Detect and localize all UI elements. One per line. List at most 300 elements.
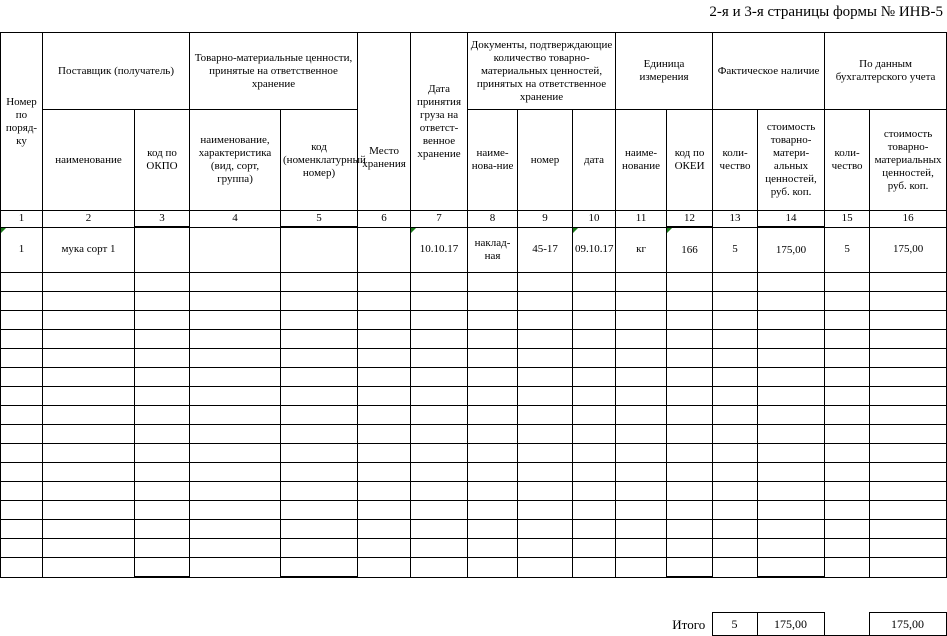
empty-cell[interactable] (411, 349, 468, 368)
empty-cell[interactable] (358, 520, 411, 539)
empty-cell[interactable] (1, 501, 43, 520)
cell-okei[interactable]: 166 (667, 227, 713, 273)
cell-place[interactable] (358, 227, 411, 273)
empty-cell[interactable] (758, 273, 825, 292)
empty-cell[interactable] (281, 311, 358, 330)
empty-cell[interactable] (1, 387, 43, 406)
empty-cell[interactable] (358, 292, 411, 311)
empty-cell[interactable] (825, 444, 870, 463)
empty-cell[interactable] (518, 292, 573, 311)
empty-cell[interactable] (468, 520, 518, 539)
empty-cell[interactable] (870, 425, 947, 444)
empty-cell[interactable] (411, 387, 468, 406)
empty-cell[interactable] (573, 349, 616, 368)
empty-cell[interactable] (518, 482, 573, 501)
empty-cell[interactable] (411, 368, 468, 387)
empty-cell[interactable] (616, 558, 667, 578)
empty-cell[interactable] (1, 311, 43, 330)
empty-cell[interactable] (135, 463, 190, 482)
empty-cell[interactable] (411, 425, 468, 444)
empty-cell[interactable] (758, 558, 825, 578)
totals-actual-qty[interactable]: 5 (712, 613, 757, 636)
empty-row (1, 368, 947, 387)
empty-cell[interactable] (358, 273, 411, 292)
empty-cell[interactable] (825, 330, 870, 349)
empty-cell[interactable] (1, 482, 43, 501)
cell-okpo[interactable] (135, 227, 190, 273)
empty-cell[interactable] (43, 330, 135, 349)
empty-cell[interactable] (281, 558, 358, 578)
empty-cell[interactable] (358, 387, 411, 406)
empty-cell[interactable] (468, 330, 518, 349)
empty-cell[interactable] (43, 539, 135, 558)
empty-cell[interactable] (135, 482, 190, 501)
empty-cell[interactable] (667, 292, 713, 311)
empty-cell[interactable] (713, 558, 758, 578)
empty-row (1, 292, 947, 311)
empty-cell[interactable] (518, 349, 573, 368)
empty-cell[interactable] (190, 387, 281, 406)
empty-cell[interactable] (43, 482, 135, 501)
empty-cell[interactable] (135, 273, 190, 292)
empty-cell[interactable] (616, 311, 667, 330)
empty-cell[interactable] (135, 520, 190, 539)
empty-cell[interactable] (616, 368, 667, 387)
empty-cell[interactable] (713, 539, 758, 558)
empty-cell[interactable] (667, 406, 713, 425)
column-number: 11 (616, 211, 667, 228)
empty-cell[interactable] (667, 368, 713, 387)
empty-cell[interactable] (573, 292, 616, 311)
empty-cell[interactable] (358, 349, 411, 368)
cell-doc-name[interactable]: наклад-ная (468, 227, 518, 273)
empty-cell[interactable] (825, 311, 870, 330)
empty-cell[interactable] (825, 349, 870, 368)
empty-cell[interactable] (468, 406, 518, 425)
empty-cell[interactable] (43, 349, 135, 368)
empty-cell[interactable] (190, 444, 281, 463)
empty-cell[interactable] (190, 425, 281, 444)
cell-doc-number[interactable]: 45-17 (518, 227, 573, 273)
empty-cell[interactable] (281, 425, 358, 444)
empty-cell[interactable] (713, 520, 758, 539)
empty-cell[interactable] (667, 463, 713, 482)
empty-cell[interactable] (870, 463, 947, 482)
empty-cell[interactable] (411, 539, 468, 558)
empty-cell[interactable] (870, 368, 947, 387)
empty-cell[interactable] (281, 368, 358, 387)
empty-cell[interactable] (358, 482, 411, 501)
empty-cell[interactable] (713, 292, 758, 311)
empty-cell[interactable] (667, 444, 713, 463)
empty-cell[interactable] (616, 482, 667, 501)
empty-cell[interactable] (135, 349, 190, 368)
cell-goods-name[interactable] (190, 227, 281, 273)
empty-cell[interactable] (468, 444, 518, 463)
empty-cell[interactable] (870, 520, 947, 539)
empty-cell[interactable] (713, 501, 758, 520)
empty-cell[interactable] (870, 292, 947, 311)
empty-cell[interactable] (667, 311, 713, 330)
empty-cell[interactable] (135, 501, 190, 520)
page-title: 2-я и 3-я страницы формы № ИНВ-5 (709, 4, 943, 20)
empty-cell[interactable] (616, 387, 667, 406)
empty-cell[interactable] (358, 444, 411, 463)
empty-cell[interactable] (870, 444, 947, 463)
empty-cell[interactable] (518, 387, 573, 406)
empty-cell[interactable] (135, 558, 190, 578)
empty-cell[interactable] (135, 406, 190, 425)
empty-cell[interactable] (190, 520, 281, 539)
header-unit-name: наиме-нование (616, 110, 667, 211)
empty-cell[interactable] (573, 482, 616, 501)
empty-cell[interactable] (43, 273, 135, 292)
empty-cell[interactable] (281, 444, 358, 463)
empty-cell[interactable] (758, 444, 825, 463)
cell-doc-date[interactable]: 09.10.17 (573, 227, 616, 273)
empty-cell[interactable] (573, 520, 616, 539)
empty-cell[interactable] (1, 330, 43, 349)
empty-cell[interactable] (190, 558, 281, 578)
empty-cell[interactable] (358, 406, 411, 425)
empty-cell[interactable] (573, 330, 616, 349)
empty-cell[interactable] (758, 330, 825, 349)
empty-cell[interactable] (1, 273, 43, 292)
empty-cell[interactable] (518, 539, 573, 558)
empty-cell[interactable] (518, 311, 573, 330)
empty-cell[interactable] (667, 330, 713, 349)
empty-cell[interactable] (411, 444, 468, 463)
empty-cell[interactable] (468, 501, 518, 520)
empty-cell[interactable] (281, 520, 358, 539)
empty-cell[interactable] (43, 463, 135, 482)
empty-cell[interactable] (573, 558, 616, 578)
empty-cell[interactable] (713, 273, 758, 292)
empty-cell[interactable] (358, 330, 411, 349)
empty-cell[interactable] (518, 558, 573, 578)
empty-cell[interactable] (468, 368, 518, 387)
empty-row (1, 425, 947, 444)
empty-cell[interactable] (870, 330, 947, 349)
empty-cell[interactable] (135, 387, 190, 406)
cell-goods-code[interactable] (281, 227, 358, 273)
empty-cell[interactable] (713, 311, 758, 330)
empty-cell[interactable] (281, 292, 358, 311)
cell-books-qty[interactable]: 5 (825, 227, 870, 273)
empty-cell[interactable] (411, 558, 468, 578)
empty-row (1, 444, 947, 463)
empty-cell[interactable] (190, 368, 281, 387)
empty-cell[interactable] (1, 444, 43, 463)
empty-cell[interactable] (667, 520, 713, 539)
empty-cell[interactable] (573, 387, 616, 406)
empty-cell[interactable] (43, 368, 135, 387)
empty-cell[interactable] (616, 292, 667, 311)
empty-cell[interactable] (190, 501, 281, 520)
empty-cell[interactable] (713, 387, 758, 406)
empty-cell[interactable] (135, 425, 190, 444)
empty-cell[interactable] (190, 330, 281, 349)
empty-cell[interactable] (411, 311, 468, 330)
empty-cell[interactable] (135, 444, 190, 463)
empty-cell[interactable] (358, 463, 411, 482)
empty-cell[interactable] (825, 406, 870, 425)
header-actual: Фактическое наличие (713, 33, 825, 110)
empty-cell[interactable] (573, 273, 616, 292)
empty-cell[interactable] (411, 482, 468, 501)
empty-cell[interactable] (825, 425, 870, 444)
header-books-cost: стоимость товарно-материальных ценностей, руб. коп. (870, 110, 947, 211)
empty-cell[interactable] (43, 406, 135, 425)
empty-cell[interactable] (468, 425, 518, 444)
empty-cell[interactable] (758, 463, 825, 482)
empty-cell[interactable] (758, 539, 825, 558)
empty-cell[interactable] (281, 273, 358, 292)
empty-cell[interactable] (358, 425, 411, 444)
empty-cell[interactable] (135, 330, 190, 349)
empty-cell[interactable] (43, 387, 135, 406)
empty-cell[interactable] (573, 406, 616, 425)
empty-cell[interactable] (281, 482, 358, 501)
empty-cell[interactable] (870, 349, 947, 368)
empty-cell[interactable] (573, 425, 616, 444)
empty-cell[interactable] (1, 406, 43, 425)
empty-cell[interactable] (616, 539, 667, 558)
empty-cell[interactable] (667, 558, 713, 578)
empty-cell[interactable] (190, 406, 281, 425)
empty-cell[interactable] (870, 501, 947, 520)
empty-cell[interactable] (43, 501, 135, 520)
empty-cell[interactable] (758, 349, 825, 368)
empty-cell[interactable] (281, 406, 358, 425)
header-supplier-okpo: код по ОКПО (135, 110, 190, 211)
empty-cell[interactable] (825, 501, 870, 520)
empty-cell[interactable] (281, 330, 358, 349)
empty-cell[interactable] (518, 425, 573, 444)
inventory-table (0, 32, 947, 578)
empty-cell[interactable] (758, 311, 825, 330)
empty-cell[interactable] (573, 444, 616, 463)
totals-books-qty[interactable] (824, 613, 869, 636)
empty-cell[interactable] (190, 349, 281, 368)
cell-unit[interactable]: кг (616, 227, 667, 273)
empty-cell[interactable] (1, 539, 43, 558)
empty-cell[interactable] (870, 406, 947, 425)
empty-cell[interactable] (411, 463, 468, 482)
totals-actual-cost[interactable]: 175,00 (757, 613, 824, 636)
empty-cell[interactable] (825, 387, 870, 406)
empty-cell[interactable] (573, 463, 616, 482)
empty-cell[interactable] (616, 463, 667, 482)
column-numbers-row (1, 211, 947, 228)
empty-cell[interactable] (825, 520, 870, 539)
empty-cell[interactable] (468, 463, 518, 482)
empty-cell[interactable] (870, 482, 947, 501)
empty-cell[interactable] (667, 425, 713, 444)
empty-row (1, 273, 947, 292)
empty-cell[interactable] (518, 463, 573, 482)
header-storage-place: Место хранения (358, 33, 411, 211)
empty-cell[interactable] (667, 387, 713, 406)
header-row-1 (1, 33, 947, 110)
empty-cell[interactable] (518, 444, 573, 463)
empty-cell[interactable] (616, 444, 667, 463)
empty-cell[interactable] (358, 539, 411, 558)
empty-cell[interactable] (135, 292, 190, 311)
empty-cell[interactable] (190, 482, 281, 501)
empty-cell[interactable] (43, 311, 135, 330)
empty-cell[interactable] (573, 501, 616, 520)
empty-cell[interactable] (190, 539, 281, 558)
empty-cell[interactable] (411, 501, 468, 520)
empty-cell[interactable] (281, 463, 358, 482)
empty-cell[interactable] (190, 273, 281, 292)
empty-cell[interactable] (758, 520, 825, 539)
empty-cell[interactable] (135, 539, 190, 558)
empty-cell[interactable] (825, 292, 870, 311)
column-number: 10 (573, 211, 616, 228)
empty-cell[interactable] (411, 406, 468, 425)
empty-cell[interactable] (518, 501, 573, 520)
empty-cell[interactable] (358, 558, 411, 578)
empty-cell[interactable] (468, 311, 518, 330)
empty-row (1, 482, 947, 501)
header-actual-cost: стоимость товарно-матери-альных ценностей, руб. коп. (758, 110, 825, 211)
empty-cell[interactable] (825, 558, 870, 578)
empty-cell[interactable] (135, 311, 190, 330)
empty-cell[interactable] (358, 501, 411, 520)
cell-actual-qty[interactable]: 5 (713, 227, 758, 273)
empty-cell[interactable] (43, 292, 135, 311)
empty-cell[interactable] (825, 463, 870, 482)
empty-cell[interactable] (758, 292, 825, 311)
empty-cell[interactable] (825, 273, 870, 292)
empty-cell[interactable] (713, 406, 758, 425)
empty-cell[interactable] (1, 425, 43, 444)
empty-cell[interactable] (667, 501, 713, 520)
empty-cell[interactable] (667, 349, 713, 368)
empty-cell[interactable] (616, 349, 667, 368)
empty-cell[interactable] (713, 482, 758, 501)
empty-cell[interactable] (518, 368, 573, 387)
empty-cell[interactable] (667, 539, 713, 558)
empty-cell[interactable] (1, 520, 43, 539)
empty-cell[interactable] (758, 482, 825, 501)
empty-cell[interactable] (518, 520, 573, 539)
empty-cell[interactable] (43, 520, 135, 539)
empty-cell[interactable] (713, 444, 758, 463)
empty-cell[interactable] (468, 387, 518, 406)
empty-cell[interactable] (616, 330, 667, 349)
empty-cell[interactable] (713, 349, 758, 368)
cell-row-number[interactable]: 1 (1, 227, 43, 273)
empty-cell[interactable] (518, 330, 573, 349)
empty-cell[interactable] (758, 425, 825, 444)
empty-cell[interactable] (190, 463, 281, 482)
empty-cell[interactable] (573, 539, 616, 558)
empty-cell[interactable] (358, 368, 411, 387)
empty-cell[interactable] (713, 368, 758, 387)
empty-cell[interactable] (43, 558, 135, 578)
empty-cell[interactable] (667, 482, 713, 501)
empty-cell[interactable] (1, 368, 43, 387)
empty-cell[interactable] (870, 387, 947, 406)
empty-cell[interactable] (411, 520, 468, 539)
empty-cell[interactable] (758, 387, 825, 406)
empty-cell[interactable] (1, 558, 43, 578)
empty-cell[interactable] (468, 539, 518, 558)
empty-cell[interactable] (758, 406, 825, 425)
empty-cell[interactable] (870, 311, 947, 330)
column-number: 12 (667, 211, 713, 228)
empty-cell[interactable] (468, 292, 518, 311)
empty-cell[interactable] (1, 292, 43, 311)
empty-cell[interactable] (616, 425, 667, 444)
empty-cell[interactable] (281, 387, 358, 406)
empty-cell[interactable] (616, 501, 667, 520)
empty-cell[interactable] (825, 368, 870, 387)
cell-supplier-name[interactable]: мука сорт 1 (43, 227, 135, 273)
header-unit-okei: код по ОКЕИ (667, 110, 713, 211)
empty-cell[interactable] (411, 292, 468, 311)
empty-cell[interactable] (713, 330, 758, 349)
empty-cell[interactable] (281, 349, 358, 368)
empty-cell[interactable] (616, 273, 667, 292)
empty-cell[interactable] (43, 444, 135, 463)
empty-cell[interactable] (43, 425, 135, 444)
empty-cell[interactable] (758, 368, 825, 387)
empty-cell[interactable] (870, 539, 947, 558)
empty-cell[interactable] (1, 463, 43, 482)
empty-cell[interactable] (713, 463, 758, 482)
empty-cell[interactable] (713, 425, 758, 444)
header-books-qty: коли-чество (825, 110, 870, 211)
cell-acceptance-date[interactable]: 10.10.17 (411, 227, 468, 273)
empty-cell[interactable] (468, 273, 518, 292)
empty-cell[interactable] (518, 406, 573, 425)
header-supplier-name: наименование (43, 110, 135, 211)
totals-books-cost[interactable]: 175,00 (869, 613, 946, 636)
empty-cell[interactable] (281, 539, 358, 558)
empty-cell[interactable] (190, 311, 281, 330)
empty-cell[interactable] (825, 539, 870, 558)
empty-cell[interactable] (870, 273, 947, 292)
cell-actual-cost[interactable]: 175,00 (758, 227, 825, 273)
cell-books-cost[interactable]: 175,00 (870, 227, 947, 273)
empty-cell[interactable] (1, 349, 43, 368)
empty-cell[interactable] (468, 558, 518, 578)
empty-cell[interactable] (616, 520, 667, 539)
empty-cell[interactable] (518, 273, 573, 292)
empty-cell[interactable] (758, 501, 825, 520)
empty-cell[interactable] (468, 482, 518, 501)
empty-cell[interactable] (135, 368, 190, 387)
empty-cell[interactable] (573, 368, 616, 387)
empty-cell[interactable] (468, 349, 518, 368)
empty-cell[interactable] (281, 501, 358, 520)
empty-cell[interactable] (358, 311, 411, 330)
empty-cell[interactable] (667, 273, 713, 292)
empty-cell[interactable] (870, 558, 947, 578)
empty-cell[interactable] (573, 311, 616, 330)
empty-cell[interactable] (411, 330, 468, 349)
header-books: По данным бухгалтерского учета (825, 33, 947, 110)
empty-cell[interactable] (190, 292, 281, 311)
empty-cell[interactable] (411, 273, 468, 292)
empty-cell[interactable] (825, 482, 870, 501)
empty-cell[interactable] (616, 406, 667, 425)
column-number: 6 (358, 211, 411, 228)
